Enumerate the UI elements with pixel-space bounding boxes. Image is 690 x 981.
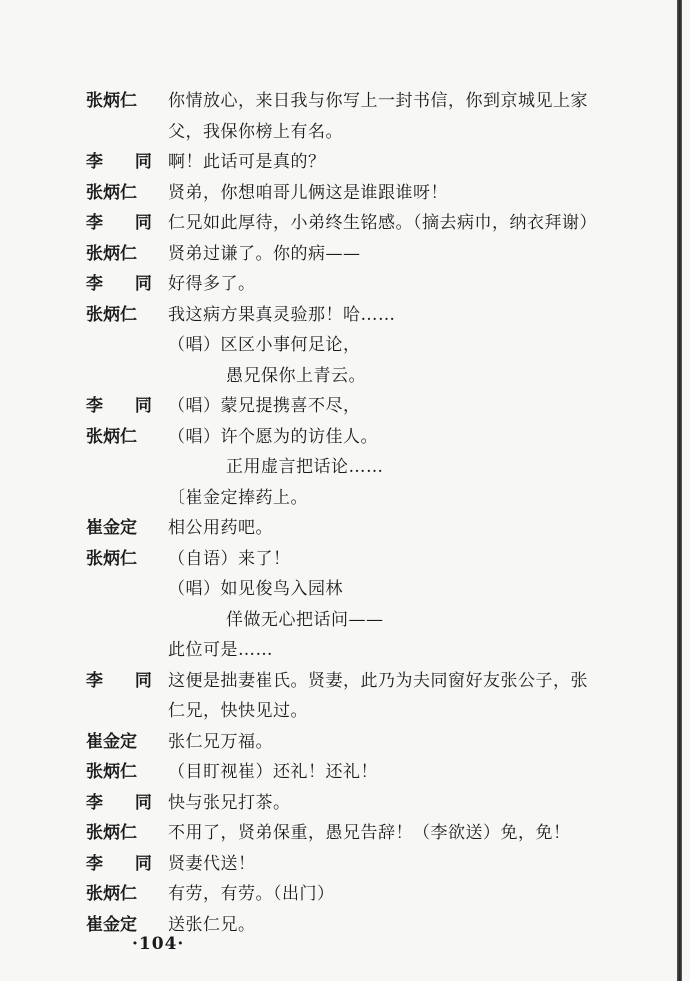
speaker-name: 张炳仁 [86,182,137,203]
dialogue-line [86,239,656,270]
speaker-name: 李 同 [86,152,165,172]
line-text: 不用了，贤弟保重，愚兄告辞！（李欲送）免，免！ [168,823,571,843]
dialogue-line [86,696,656,727]
dialogue-line [86,330,656,361]
dialogue-line [86,269,656,300]
dialogue-line [86,849,656,880]
speaker-name: 崔金定 [86,518,137,538]
dialogue-line [86,422,656,453]
line-text: 仁兄，快快见过。 [168,701,308,721]
line-text: 你情放心，来日我与你写上一封书信，你到京城见上家 [168,91,588,111]
line-text: （唱）蒙兄提携喜不尽， [168,396,361,416]
dialogue-line [86,513,656,544]
line-text: 啊！此话可是真的？ [168,152,326,172]
line-text: （唱）区区小事何足论， [168,335,361,355]
line-text: 我这病方果真灵验那！哈…… [168,304,396,325]
line-text: 〔崔金定捧药上。 [168,487,308,508]
speaker-name: 李 同 [86,396,165,416]
script-body [86,86,656,940]
line-text: 父，我保你榜上有名。 [168,121,343,142]
line-text: 这便是拙妻崔氏。贤妻，此乃为夫同窗好友张公子，张 [168,670,588,691]
speaker-name: 崔金定 [86,914,137,935]
line-text: 贤妻代送！ [168,853,256,874]
dialogue-line [86,452,656,483]
page-spine-edge [677,0,682,981]
speaker-name: 张炳仁 [86,884,137,904]
line-text: 佯做无心把话问—— [226,609,384,630]
dialogue-line [86,574,656,605]
dialogue-line [86,361,656,392]
line-text: 贤弟，你想咱哥儿俩这是谁跟谁呀！ [168,182,448,203]
line-text: 相公用药吧。 [168,518,273,538]
line-text: 正用虚言把话论…… [226,457,384,477]
line-text: 贤弟过谦了。你的病—— [168,243,361,264]
dialogue-line [86,208,656,239]
line-text: 张仁兄万福。 [168,731,273,752]
dialogue-line [86,147,656,178]
line-text: 快与张兄打茶。 [168,792,291,813]
line-text: （目盯视崔）还礼！还礼！ [168,762,378,782]
speaker-name: 李 同 [86,670,165,691]
speaker-name: 张炳仁 [86,304,137,325]
line-text: 好得多了。 [168,274,256,294]
line-text: 此位可是…… [168,640,273,660]
dialogue-line [86,86,656,117]
line-text: （自语）来了！ [168,548,291,569]
line-text: （唱）如见俊鸟入园林 [168,579,343,599]
dialogue-line [86,605,656,636]
dialogue-line [86,391,656,422]
speaker-name: 李 同 [86,274,165,294]
dialogue-line [86,544,656,575]
line-text: 仁兄如此厚待，小弟终生铭感。（摘去病巾，纳衣拜谢） [168,213,597,233]
dialogue-line [86,178,656,209]
speaker-name: 张炳仁 [86,243,137,264]
line-text: 送张仁兄。 [168,914,256,935]
dialogue-line [86,818,656,849]
speaker-name: 张炳仁 [86,548,137,569]
dialogue-line [86,757,656,788]
dialogue-line [86,727,656,758]
dialogue-line [86,117,656,148]
speaker-name: 李 同 [86,853,165,874]
dialogue-line [86,635,656,666]
dialogue-line [86,300,656,331]
speaker-name: 张炳仁 [86,762,137,782]
stage-direction-line [86,483,656,514]
speaker-name: 张炳仁 [86,91,137,111]
dialogue-line [86,788,656,819]
speaker-name: 张炳仁 [86,426,137,447]
line-text: 有劳，有劳。（出门） [168,884,335,904]
dialogue-line [86,879,656,910]
speaker-name: 李 同 [86,792,165,813]
page-number: ·104· [132,934,185,954]
line-text: 愚兄保你上青云。 [226,365,366,386]
dialogue-line [86,666,656,697]
speaker-name: 李 同 [86,213,165,233]
speaker-name: 张炳仁 [86,823,137,843]
line-text: （唱）许个愿为的访佳人。 [168,426,378,447]
speaker-name: 崔金定 [86,731,137,752]
